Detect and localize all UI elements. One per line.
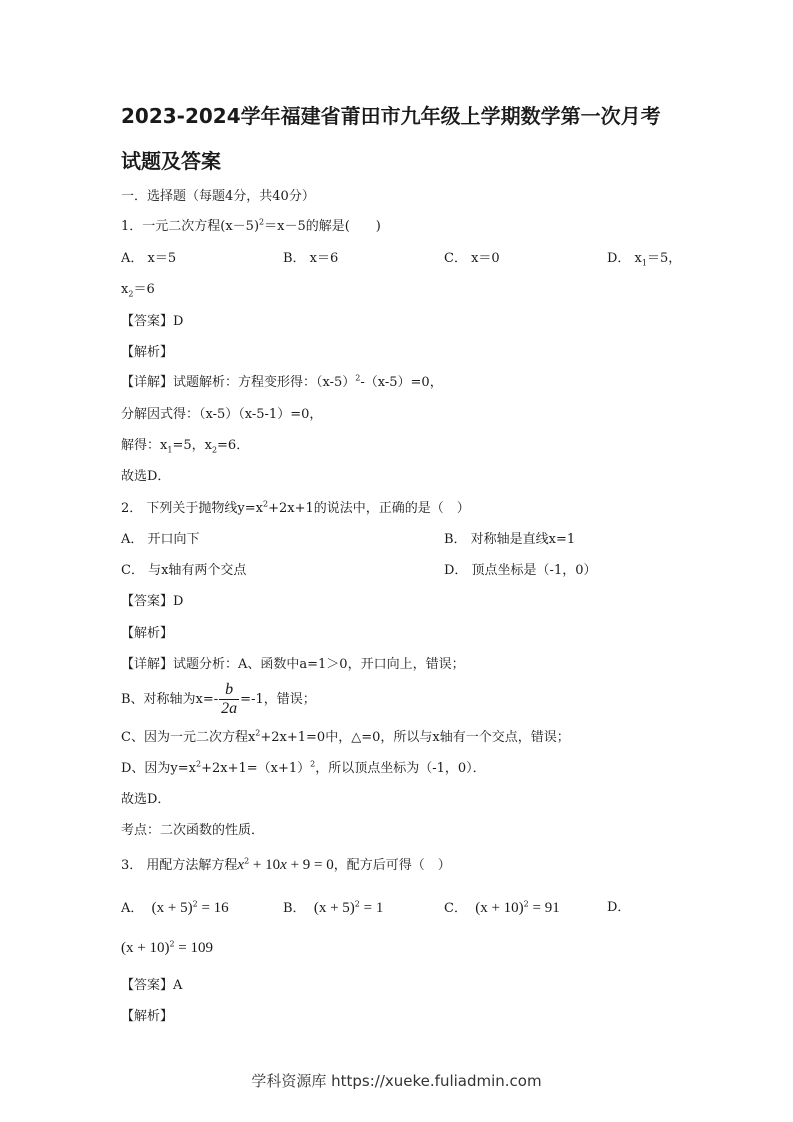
q3-stem-eq-sup: 2 [244, 856, 250, 866]
q3-option-d-label: D． [607, 900, 631, 915]
q3-analysis: 【解析】 [121, 1009, 174, 1024]
q3-option-b-eq: (x + 5) [313, 900, 355, 916]
q1-solve-a: 解得：x [121, 438, 168, 453]
footer-watermark: 学科资源库 https://xueke.fuliadmin.com [251, 1072, 542, 1090]
q2-note: 考点：二次函数的性质． [121, 823, 265, 838]
q2-analysis: 【解析】 [121, 626, 174, 641]
q1-option-b: B． x＝6 [283, 251, 339, 266]
q2-fraction [219, 681, 239, 718]
q2-fraction-num: b [219, 681, 239, 700]
q1-option-d-b: ＝5， [646, 251, 682, 266]
q2-line-c [121, 729, 570, 747]
q3-option-a [121, 899, 229, 918]
q3-option-d-rhs: = 109 [174, 940, 214, 956]
q3-option-a-label: A． [121, 901, 144, 916]
q1-stem-a: 1．一元二次方程(x－5) [121, 219, 260, 234]
section-heading: 一．选择题（每题4分，共40分） [121, 189, 315, 204]
q2-line-c-b: +2x+1=0中，△=0，所以与x轴有一个交点，错误； [260, 730, 570, 745]
q1-solve-b: =5，x [172, 438, 212, 453]
q1-option-d-sub: 1 [641, 258, 647, 268]
q3-option-c-sup: 2 [523, 899, 529, 909]
q2-line-b-b: =-1，错误； [240, 692, 316, 707]
q1-stem [121, 218, 381, 236]
q3-option-c-eq: (x + 10) [475, 900, 524, 916]
q1-option-d-a: D． x [607, 251, 642, 266]
q1-detail-a: 【详解】试题解析：方程变形得：（x-5） [121, 375, 356, 390]
q3-option-a-rhs: = 16 [197, 900, 229, 916]
q2-choose: 故选D． [121, 792, 171, 807]
q3-answer: 【答案】A [121, 978, 183, 993]
q2-line-d-c: ，所以顶点坐标为（-1，0）． [315, 761, 486, 776]
q3-stem-eq-d: + 9 = 0 [286, 857, 334, 873]
q2-line-b [121, 680, 316, 720]
q1-detail-b: -（x-5）=0， [360, 375, 443, 390]
q3-option-d [121, 939, 213, 958]
q2-stem-a: 2． 下列关于抛物线y=x [121, 501, 263, 516]
q1-option-c: C． x＝0 [444, 251, 500, 266]
q3-option-d-sup: 2 [169, 939, 175, 949]
q1-answer-text: 【答案】D [121, 314, 184, 329]
q3-option-a-eq: (x + 5) [151, 900, 193, 916]
q2-line-c-a: C、因为一元二次方程x [121, 730, 256, 745]
q3-option-b-label: B． [283, 901, 306, 916]
q1-solve-c: =6． [217, 438, 250, 453]
q2-stem [121, 500, 470, 518]
q1-choose: 故选D． [121, 469, 171, 484]
q3-option-b [283, 899, 383, 918]
q2-option-a: A． 开口向下 [121, 532, 200, 547]
q1-solve [121, 437, 249, 455]
doc-title-line2: 试题及答案 [121, 149, 221, 173]
q2-line-d [121, 760, 486, 778]
q3-option-a-sup: 2 [192, 899, 198, 909]
q1-detail [121, 374, 443, 392]
q2-stem-sup: 2 [262, 499, 269, 509]
q3-option-c [444, 899, 560, 918]
q3-option-c-label: C． [444, 901, 467, 916]
q2-line-d-a: D、因为y=x [121, 761, 196, 776]
q2-option-c: C． 与x轴有两个交点 [121, 563, 247, 578]
q1-option-d-cont [121, 281, 155, 299]
q2-line-d-sup2: 2 [310, 759, 316, 769]
q1-analysis: 【解析】 [121, 345, 174, 360]
q1-option-d2-b: ＝6 [133, 282, 155, 297]
q1-detail-sup: 2 [355, 373, 361, 383]
q3-option-d-eq: (x + 10) [121, 940, 170, 956]
q1-factor: 分解因式得：（x-5）（x-5-1）=0， [121, 407, 323, 422]
q2-line-d-sup: 2 [196, 759, 202, 769]
doc-title-line1: 2023-2024学年福建省莆田市九年级上学期数学第一次月考 [121, 104, 661, 128]
q2-option-d: D． 顶点坐标是（-1，0） [444, 563, 597, 578]
q3-stem [121, 856, 451, 875]
q1-solve-sub1: 1 [167, 445, 173, 455]
q3-stem-a: 3． 用配方法解方程 [121, 858, 238, 873]
q2-fraction-den: 2a [221, 700, 238, 717]
q2-answer: 【答案】D [121, 594, 184, 609]
q1-option-d2-sub: 2 [128, 289, 134, 299]
q3-stem-eq-x: x [237, 857, 245, 873]
q2-line-c-sup: 2 [255, 728, 261, 738]
q2-line-d-b: +2x+1=（x+1） [201, 761, 311, 776]
q1-option-d2-a: x [121, 282, 129, 297]
q3-stem-eq-c: x [280, 857, 287, 873]
q1-stem-b: ＝x－5的解是( ) [264, 219, 381, 234]
q3-option-c-rhs: = 91 [528, 900, 560, 916]
q1-option-a: A． x＝5 [121, 251, 177, 266]
q1-option-d [607, 250, 681, 268]
q1-answer [121, 313, 183, 331]
q2-detail: 【详解】试题分析：A、函数中a=1＞0，开口向上，错误； [121, 657, 465, 672]
q3-stem-b: ，配方后可得（ ） [333, 858, 451, 873]
q2-stem-b: +2x+1的说法中，正确的是（ ） [268, 501, 470, 516]
q1-stem-sup: 2 [259, 217, 265, 227]
q3-option-b-sup: 2 [354, 899, 360, 909]
q2-option-b: B． 对称轴是直线x=1 [444, 532, 576, 547]
q1-solve-sub2: 2 [211, 445, 218, 455]
q3-stem-eq-b: + 10 [249, 857, 281, 873]
q2-line-b-a: B、对称轴为x=- [121, 692, 219, 707]
q3-option-b-rhs: = 1 [359, 900, 384, 916]
